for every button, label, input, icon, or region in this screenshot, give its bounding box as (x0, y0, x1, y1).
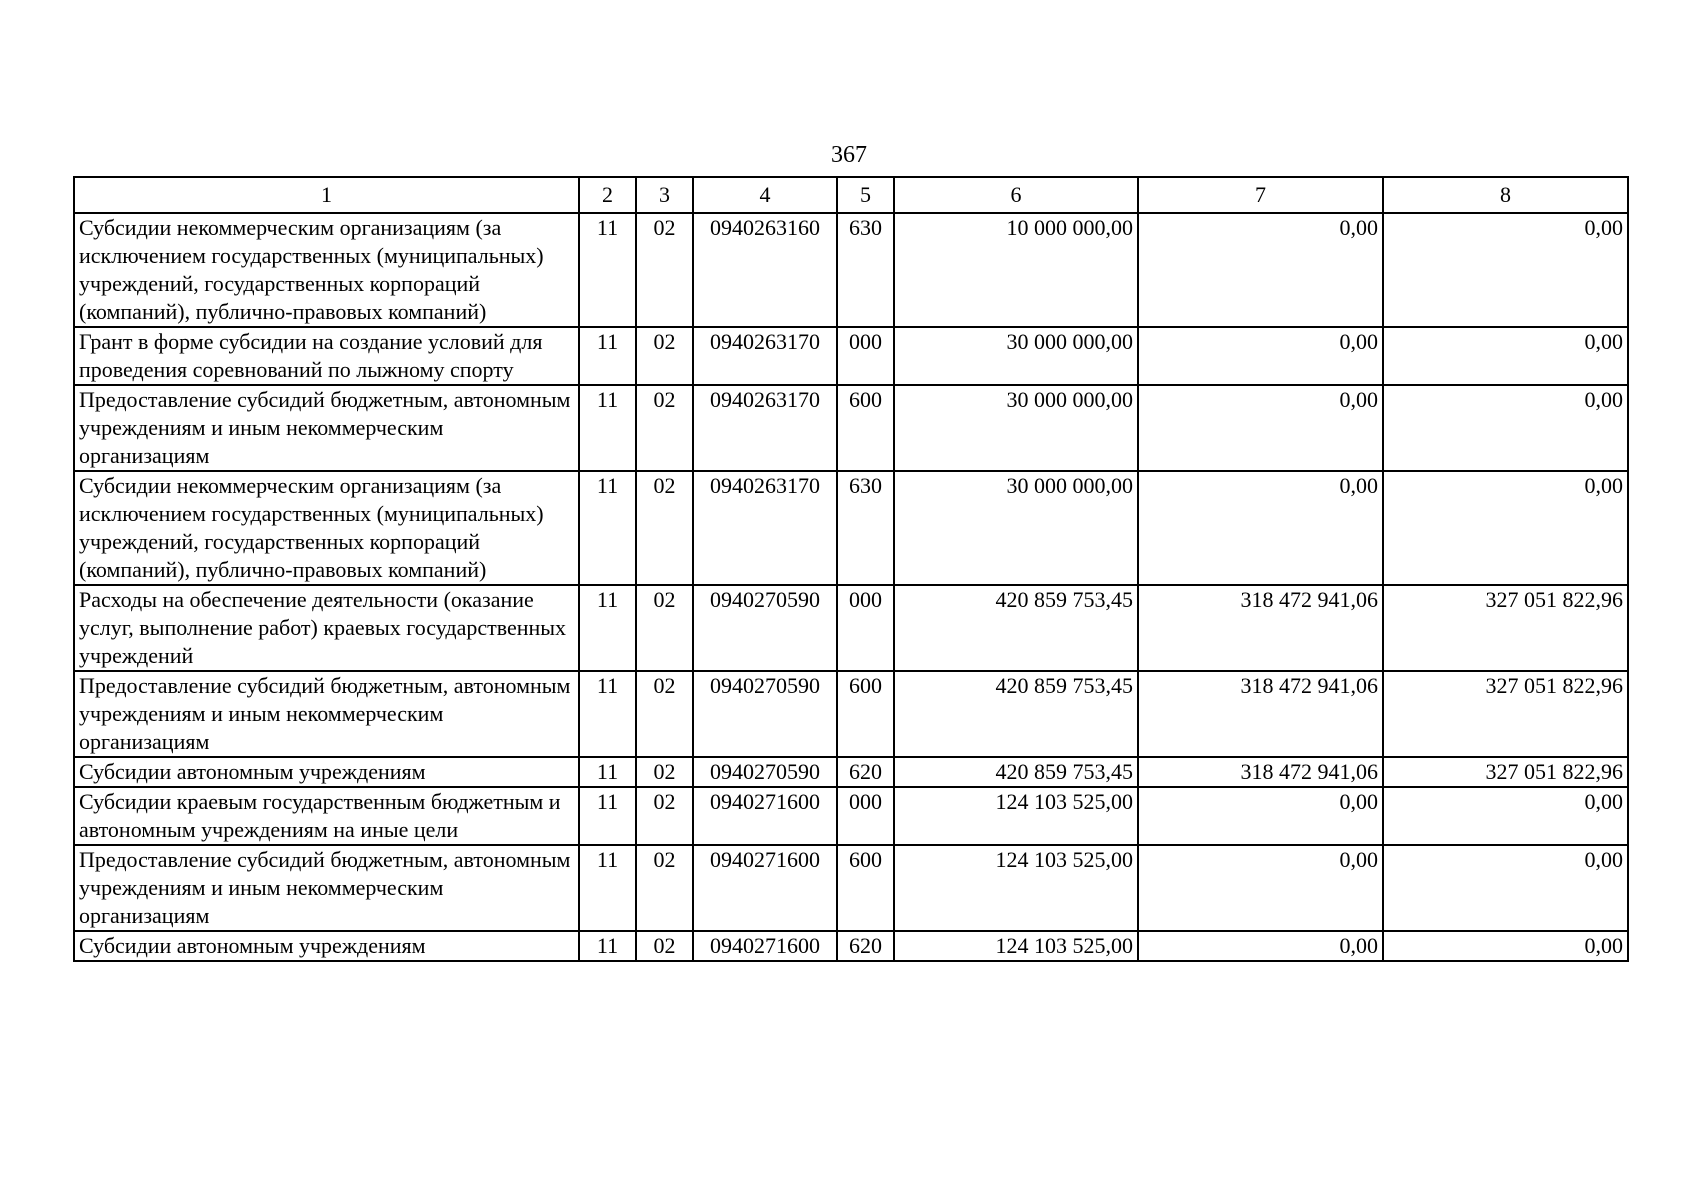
amount-col-7: 0,00 (1138, 471, 1383, 585)
section-code: 11 (579, 585, 636, 671)
expense-type-code: 000 (837, 787, 894, 845)
section-code: 11 (579, 327, 636, 385)
table-row (74, 845, 1628, 931)
amount-col-8: 0,00 (1383, 845, 1628, 931)
row-name: Субсидии некоммерческим организациям (за исключением государственных (муниципальных) учреждений, государственных корпораций (компаний), публично-правовых компаний) (74, 213, 579, 327)
expense-type-code: 630 (837, 471, 894, 585)
amount-col-6: 420 859 753,45 (894, 757, 1138, 787)
amount-col-6: 420 859 753,45 (894, 671, 1138, 757)
subsection-code: 02 (636, 931, 693, 961)
amount-col-6: 30 000 000,00 (894, 471, 1138, 585)
section-code: 11 (579, 787, 636, 845)
table-row (74, 787, 1628, 845)
target-article-code: 0940270590 (693, 757, 837, 787)
section-code: 11 (579, 471, 636, 585)
table-row (74, 671, 1628, 757)
subsection-code: 02 (636, 385, 693, 471)
amount-col-8: 327 051 822,96 (1383, 585, 1628, 671)
expense-type-code: 620 (837, 757, 894, 787)
column-header: 5 (837, 177, 894, 213)
amount-col-7: 318 472 941,06 (1138, 671, 1383, 757)
column-header: 7 (1138, 177, 1383, 213)
section-code: 11 (579, 845, 636, 931)
subsection-code: 02 (636, 787, 693, 845)
amount-col-7: 0,00 (1138, 385, 1383, 471)
column-header: 4 (693, 177, 837, 213)
amount-col-7: 0,00 (1138, 213, 1383, 327)
subsection-code: 02 (636, 213, 693, 327)
expense-type-code: 600 (837, 385, 894, 471)
table-row (74, 385, 1628, 471)
amount-col-7: 318 472 941,06 (1138, 757, 1383, 787)
section-code: 11 (579, 931, 636, 961)
column-header: 2 (579, 177, 636, 213)
amount-col-6: 30 000 000,00 (894, 327, 1138, 385)
amount-col-6: 30 000 000,00 (894, 385, 1138, 471)
section-code: 11 (579, 757, 636, 787)
row-name: Предоставление субсидий бюджетным, автономным учреждениям и иным некоммерческим организациям (74, 845, 579, 931)
target-article-code: 0940271600 (693, 845, 837, 931)
row-name: Субсидии автономным учреждениям (74, 757, 579, 787)
target-article-code: 0940271600 (693, 931, 837, 961)
target-article-code: 0940263170 (693, 471, 837, 585)
row-name: Субсидии автономным учреждениям (74, 931, 579, 961)
expense-type-code: 630 (837, 213, 894, 327)
amount-col-7: 0,00 (1138, 327, 1383, 385)
amount-col-8: 0,00 (1383, 327, 1628, 385)
table-row (74, 931, 1628, 961)
target-article-code: 0940271600 (693, 787, 837, 845)
amount-col-6: 124 103 525,00 (894, 845, 1138, 931)
column-header: 1 (74, 177, 579, 213)
subsection-code: 02 (636, 671, 693, 757)
expense-type-code: 000 (837, 585, 894, 671)
target-article-code: 0940263170 (693, 327, 837, 385)
amount-col-7: 318 472 941,06 (1138, 585, 1383, 671)
row-name: Расходы на обеспечение деятельности (оказание услуг, выполнение работ) краевых государственных учреждений (74, 585, 579, 671)
table-row (74, 327, 1628, 385)
row-name: Предоставление субсидий бюджетным, автономным учреждениям и иным некоммерческим организациям (74, 671, 579, 757)
target-article-code: 0940270590 (693, 585, 837, 671)
amount-col-6: 124 103 525,00 (894, 931, 1138, 961)
target-article-code: 0940263170 (693, 385, 837, 471)
amount-col-8: 0,00 (1383, 471, 1628, 585)
row-name: Субсидии краевым государственным бюджетным и автономным учреждениям на иные цели (74, 787, 579, 845)
subsection-code: 02 (636, 845, 693, 931)
amount-col-6: 10 000 000,00 (894, 213, 1138, 327)
expense-type-code: 620 (837, 931, 894, 961)
amount-col-8: 0,00 (1383, 787, 1628, 845)
subsection-code: 02 (636, 471, 693, 585)
amount-col-6: 124 103 525,00 (894, 787, 1138, 845)
budget-table (73, 176, 1629, 962)
subsection-code: 02 (636, 585, 693, 671)
amount-col-6: 420 859 753,45 (894, 585, 1138, 671)
column-header: 8 (1383, 177, 1628, 213)
subsection-code: 02 (636, 327, 693, 385)
row-name: Субсидии некоммерческим организациям (за исключением государственных (муниципальных) учреждений, государственных корпораций (компаний), публично-правовых компаний) (74, 471, 579, 585)
amount-col-8: 0,00 (1383, 213, 1628, 327)
table-row (74, 471, 1628, 585)
expense-type-code: 000 (837, 327, 894, 385)
target-article-code: 0940270590 (693, 671, 837, 757)
header-row (74, 177, 1628, 213)
section-code: 11 (579, 213, 636, 327)
table-row (74, 757, 1628, 787)
amount-col-7: 0,00 (1138, 931, 1383, 961)
amount-col-8: 0,00 (1383, 385, 1628, 471)
amount-col-8: 0,00 (1383, 931, 1628, 961)
subsection-code: 02 (636, 757, 693, 787)
page-number: 367 (831, 142, 867, 168)
amount-col-8: 327 051 822,96 (1383, 671, 1628, 757)
expense-type-code: 600 (837, 845, 894, 931)
column-header: 3 (636, 177, 693, 213)
amount-col-7: 0,00 (1138, 845, 1383, 931)
target-article-code: 0940263160 (693, 213, 837, 327)
amount-col-7: 0,00 (1138, 787, 1383, 845)
table-row (74, 585, 1628, 671)
section-code: 11 (579, 671, 636, 757)
column-header: 6 (894, 177, 1138, 213)
row-name: Предоставление субсидий бюджетным, автономным учреждениям и иным некоммерческим организациям (74, 385, 579, 471)
amount-col-8: 327 051 822,96 (1383, 757, 1628, 787)
row-name: Грант в форме субсидии на создание условий для проведения соревнований по лыжному спорту (74, 327, 579, 385)
section-code: 11 (579, 385, 636, 471)
expense-type-code: 600 (837, 671, 894, 757)
table-row (74, 213, 1628, 327)
